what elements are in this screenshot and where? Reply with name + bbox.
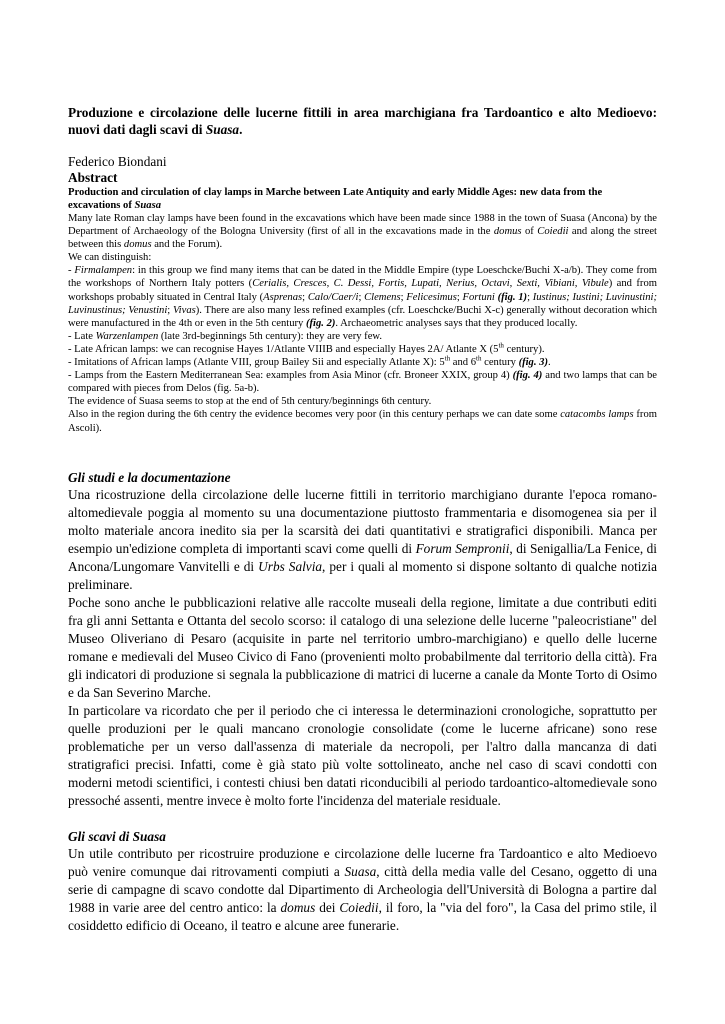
section-heading: Gli scavi di Suasa (68, 828, 166, 844)
abstract-paragraph: - Late African lamps: we can recognise Hayes 1/Atlante VIIIB and especially Hayes 2A/ Atlante X (5th century). (68, 341, 545, 355)
body-paragraph: Poche sono anche le pubblicazioni relative alle raccolte museali della regione, limitate a due contributi editi fra gli anni Settanta e Ottanta del secolo scorso: il catalogo di una selezione delle lucerne "paleocristiane" del Museo Oliveriano di Pesaro (acquisite in parte nel territorio umbro-marchigiano) e quello delle lucerne romane e medievali del Museo Civico di Fano (provenienti molto probabilmente dal territorio della città). Fra gli indicatori di produzione si segnala la pubblicazione di matrici di lucerne a canale da Monte Torto di Osimo e da San Severino Marche. (68, 594, 657, 700)
abstract-paragraph: We can distinguish: (68, 252, 152, 264)
body-paragraph: Una ricostruzione della circolazione delle lucerne fittili in territorio marchigiano durante l'epoca romano-altomedievale poggia al momento su una documentazione piuttosto frammentaria e disomogenea sia per il molto materiale ancora inedito sia per la scarsità dei dati quantitativi e stratigrafici disponibili. Manca per esempio un'edizione completa di importanti scavi come quelli di Forum Sempronii, di Senigallia/La Fenice, di Ancona/Lungomare Vanvitelli e di Urbs Salvia, per i quali al momento si dispone soltanto di qualche notizia preliminare. (68, 486, 657, 592)
body-paragraph: Un utile contributo per ricostruire produzione e circolazione delle lucerne fra Tardoantico e alto Medioevo può venire comunque dai ritrovamenti compiuti a Suasa, città della media valle del Cesano, oggetto di una serie di campagne di scavo condotte dal Dipartimento di Archeologia dell'Università di Bologna a partire dal 1988 in varie aree del centro antico: la domus dei Coiedii, il foro, la "via del foro", la Casa del primo stile, il cosiddetto edificio di Oceano, il teatro e alcune aree funerarie. (68, 845, 657, 933)
abstract-subtitle: Production and circulation of clay lamps in Marche between Late Antiquity and early Middle Ages: new data from the excavations of Suasa (68, 187, 603, 211)
abstract-paragraph: Many late Roman clay lamps have been found in the excavations which have been made since 1988 in the town of Suasa (Ancona) by the Department of Archaeology of the Bologna University (first of all in the excavations made in the domus of Coiedii and along the street between this domus and the Forum). (68, 213, 658, 251)
abstract-heading: Abstract (68, 170, 118, 185)
body-paragraph: In particolare va ricordato che per il periodo che ci interessa le determinazioni cronologiche, soprattutto per quelle produzioni per le quali mancano cronologie consolidate (come le lucerne africane) sono rese problematiche per un verso dall'assenza di materiale da necropoli, per l'altro dalla mancanza di dati stratigrafici precisi. Infatti, come è già stato più volte sottolineato, anche nel caso di scavi condotti con moderni metodi scientifici, i contesti chiusi ben datati riconducibili al periodo tardoantico-altomedievale sono pressoché assenti, mentre invece è molto forte l'incidenza del materiale residuale. (68, 702, 657, 808)
author-name: Federico Biondani (68, 154, 167, 169)
abstract-paragraph: - Lamps from the Eastern Mediterranean Sea: examples from Asia Minor (cfr. Broneer XXIX, group 4) (fig. 4) and two lamps that can be compared with pieces from Delos (fig. 5a-b). (68, 370, 657, 395)
abstract-body (68, 212, 657, 435)
abstract-paragraph: - Imitations of African lamps (Atlante VIII, group Bailey Sii and especially Atlante X): 5th and 6th century (fig. 3). (68, 354, 551, 369)
section-body (68, 845, 657, 935)
paper-title: Produzione e circolazione delle lucerne fittili in area marchigiana fra Tardoantico e alto Medioevo: nuovi dati dagli scavi di Suasa. (68, 105, 657, 137)
section-heading: Gli studi e la documentazione (68, 469, 231, 485)
abstract-paragraph: - Firmalampen: in this group we find many items that can be dated in the Middle Empire (type Loeschcke/Buchi X-a/b). They come from the workshops of Northern Italy potters (Cerialis, Cresces, C. Dessi, Fortis, Lupati, Nerius, Octavi, Sexti, Vibiani, Vibule) and from workshops probably situated in Central Italy (Asprenas; Calo/Caer/i; Clemens; Felicesimus; Fortuni (fig. 1); Iustinus; Iustini; Luvinustini; Luvinustinus; Venustini; Vivas). There are also many less refined examples (cfr. Loeschcke/Buchi X-c) generally without decoration which were manufactured in the 4th or even in the 5th century (fig. 2). Archaeometric analyses says that they produced locally. (68, 265, 658, 329)
abstract-paragraph: The evidence of Suasa seems to stop at the end of 5th century/beginnings 6th century. (68, 396, 432, 408)
document-page (68, 104, 657, 935)
abstract-paragraph: Also in the region during the 6th centry the evidence becomes very poor (in this century perhaps we can date some catacombs lamps from Ascoli). (68, 409, 657, 434)
abstract-paragraph: - Late Warzenlampen (late 3rd-beginnings 5th century): they are very few. (68, 330, 383, 342)
section-body (68, 486, 657, 810)
